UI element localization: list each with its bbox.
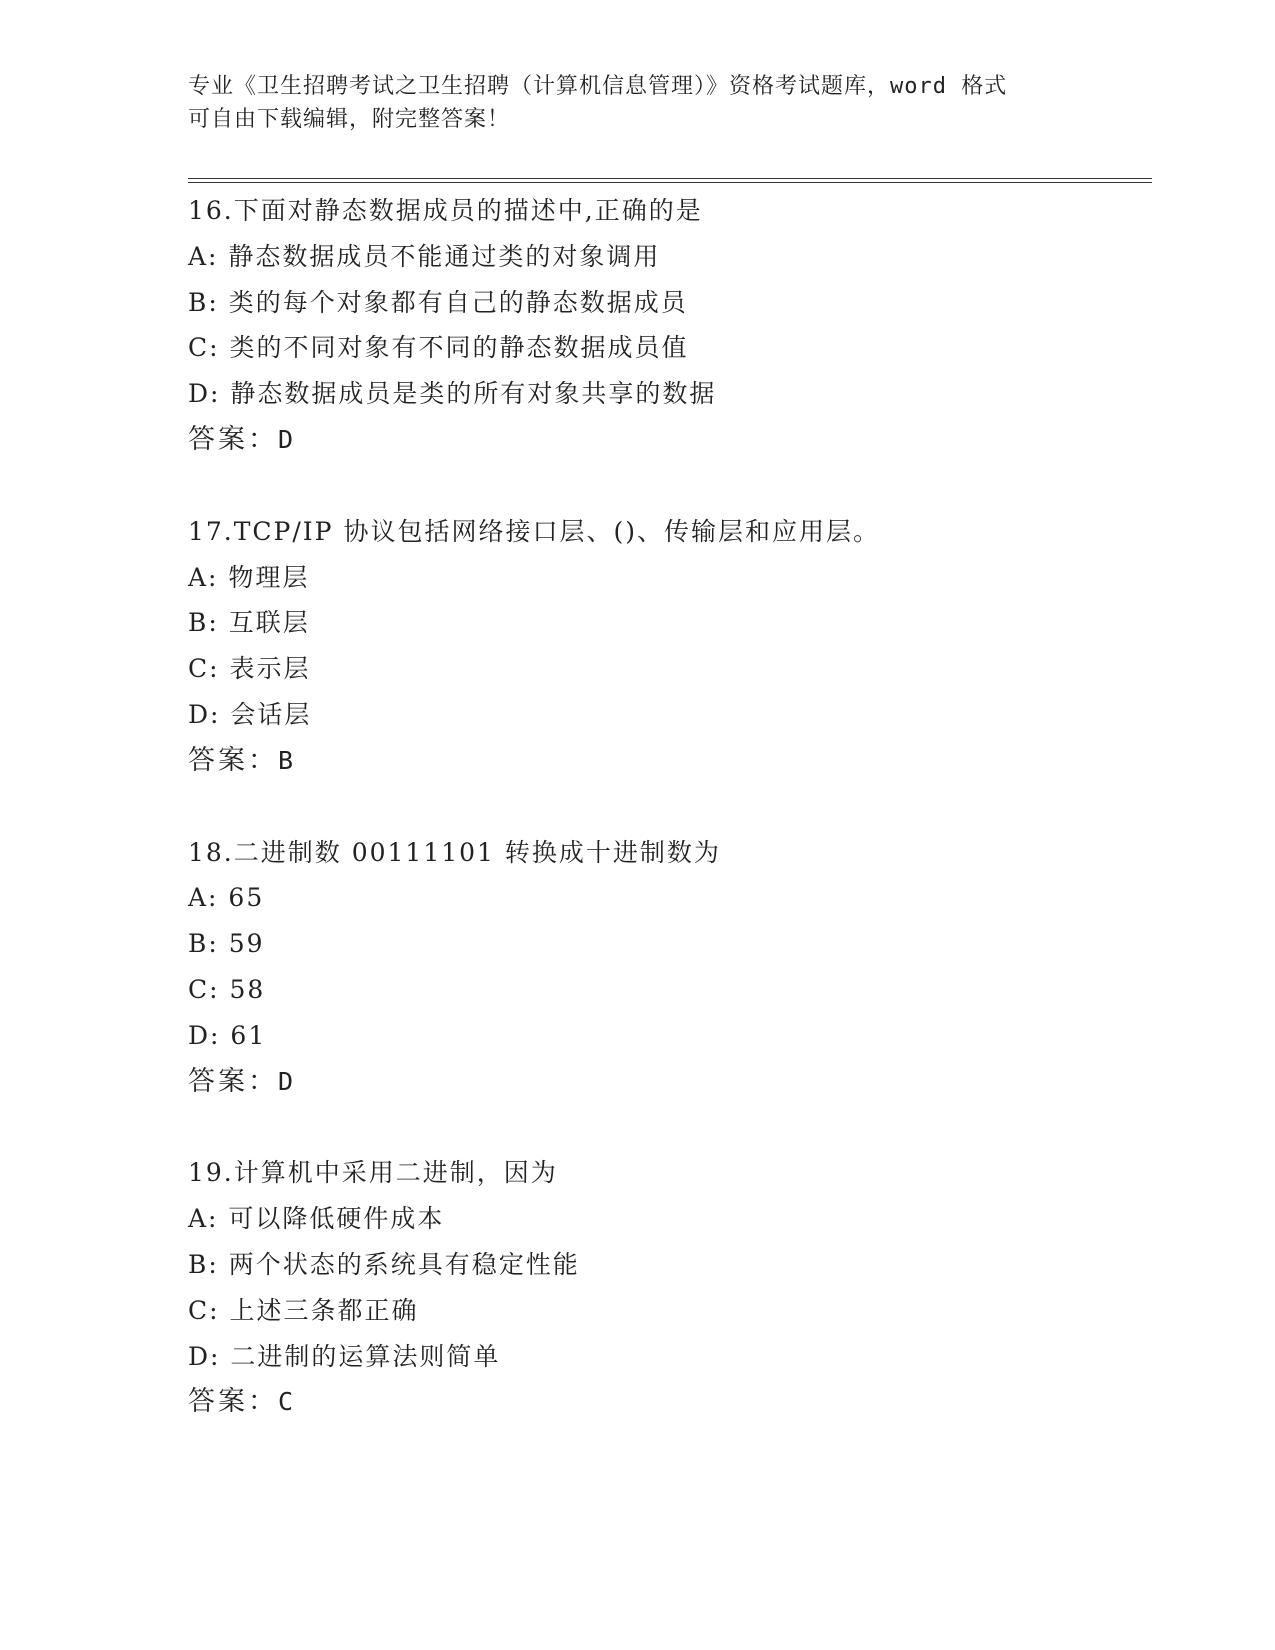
answer-label: 答案： [188,423,278,455]
question-17 [188,509,1148,784]
answer-label: 答案： [188,1065,278,1097]
option-d: D: 二进制的运算法则简单 [188,1341,501,1371]
header-line-1: 专业《卫生招聘考试之卫生招聘（计算机信息管理）》资格考试题库，word 格式 [188,74,1008,99]
header-line-2: 可自由下载编辑，附完整答案！ [188,107,511,132]
option-a: A: 65 [188,883,265,913]
question-stem: 16.下面对静态数据成员的描述中,正确的是 [188,196,703,225]
question-19 [188,1150,1148,1425]
option-b: B: 59 [188,929,265,959]
option-c: C: 58 [188,974,266,1004]
option-c: C: 类的不同对象有不同的静态数据成员值 [188,333,689,363]
option-a: A: 物理层 [188,562,310,592]
answer-row [188,738,1148,784]
option-c: C: 上述三条都正确 [188,1295,419,1325]
header-divider [188,178,1152,184]
answer-row [188,1059,1148,1105]
answer-value: B [278,745,295,775]
answer-value: D [278,424,295,454]
option-d: D: 会话层 [188,699,312,729]
question-stem: 19.计算机中采用二进制，因为 [188,1158,558,1188]
answer-row [188,417,1148,463]
question-stem: 17.TCP/IP 协议包括网络接口层、()、传输层和应用层。 [188,516,880,546]
divider-line-bottom [188,182,1152,183]
answer-label: 答案： [188,744,278,776]
document-header [188,70,1088,136]
question-18 [188,830,1148,1105]
answer-value: D [278,1066,295,1096]
question-stem: 18.二进制数 00111101 转换成十进制数为 [188,837,721,867]
answer-row [188,1379,1148,1425]
option-d: D: 静态数据成员是类的所有对象共享的数据 [188,379,717,409]
option-c: C: 表示层 [188,654,311,684]
option-d: D: 61 [188,1020,267,1050]
answer-label: 答案： [188,1386,278,1418]
question-list [188,188,1148,1471]
option-a: A: 可以降低硬件成本 [188,1204,445,1234]
divider-line-top [188,178,1152,179]
question-16 [188,188,1148,463]
option-b: B: 互联层 [188,608,310,638]
option-b: B: 两个状态的系统具有稳定性能 [188,1249,580,1279]
answer-value: C [278,1387,295,1417]
option-a: A: 静态数据成员不能通过类的对象调用 [188,241,661,271]
option-b: B: 类的每个对象都有自己的静态数据成员 [188,287,688,317]
